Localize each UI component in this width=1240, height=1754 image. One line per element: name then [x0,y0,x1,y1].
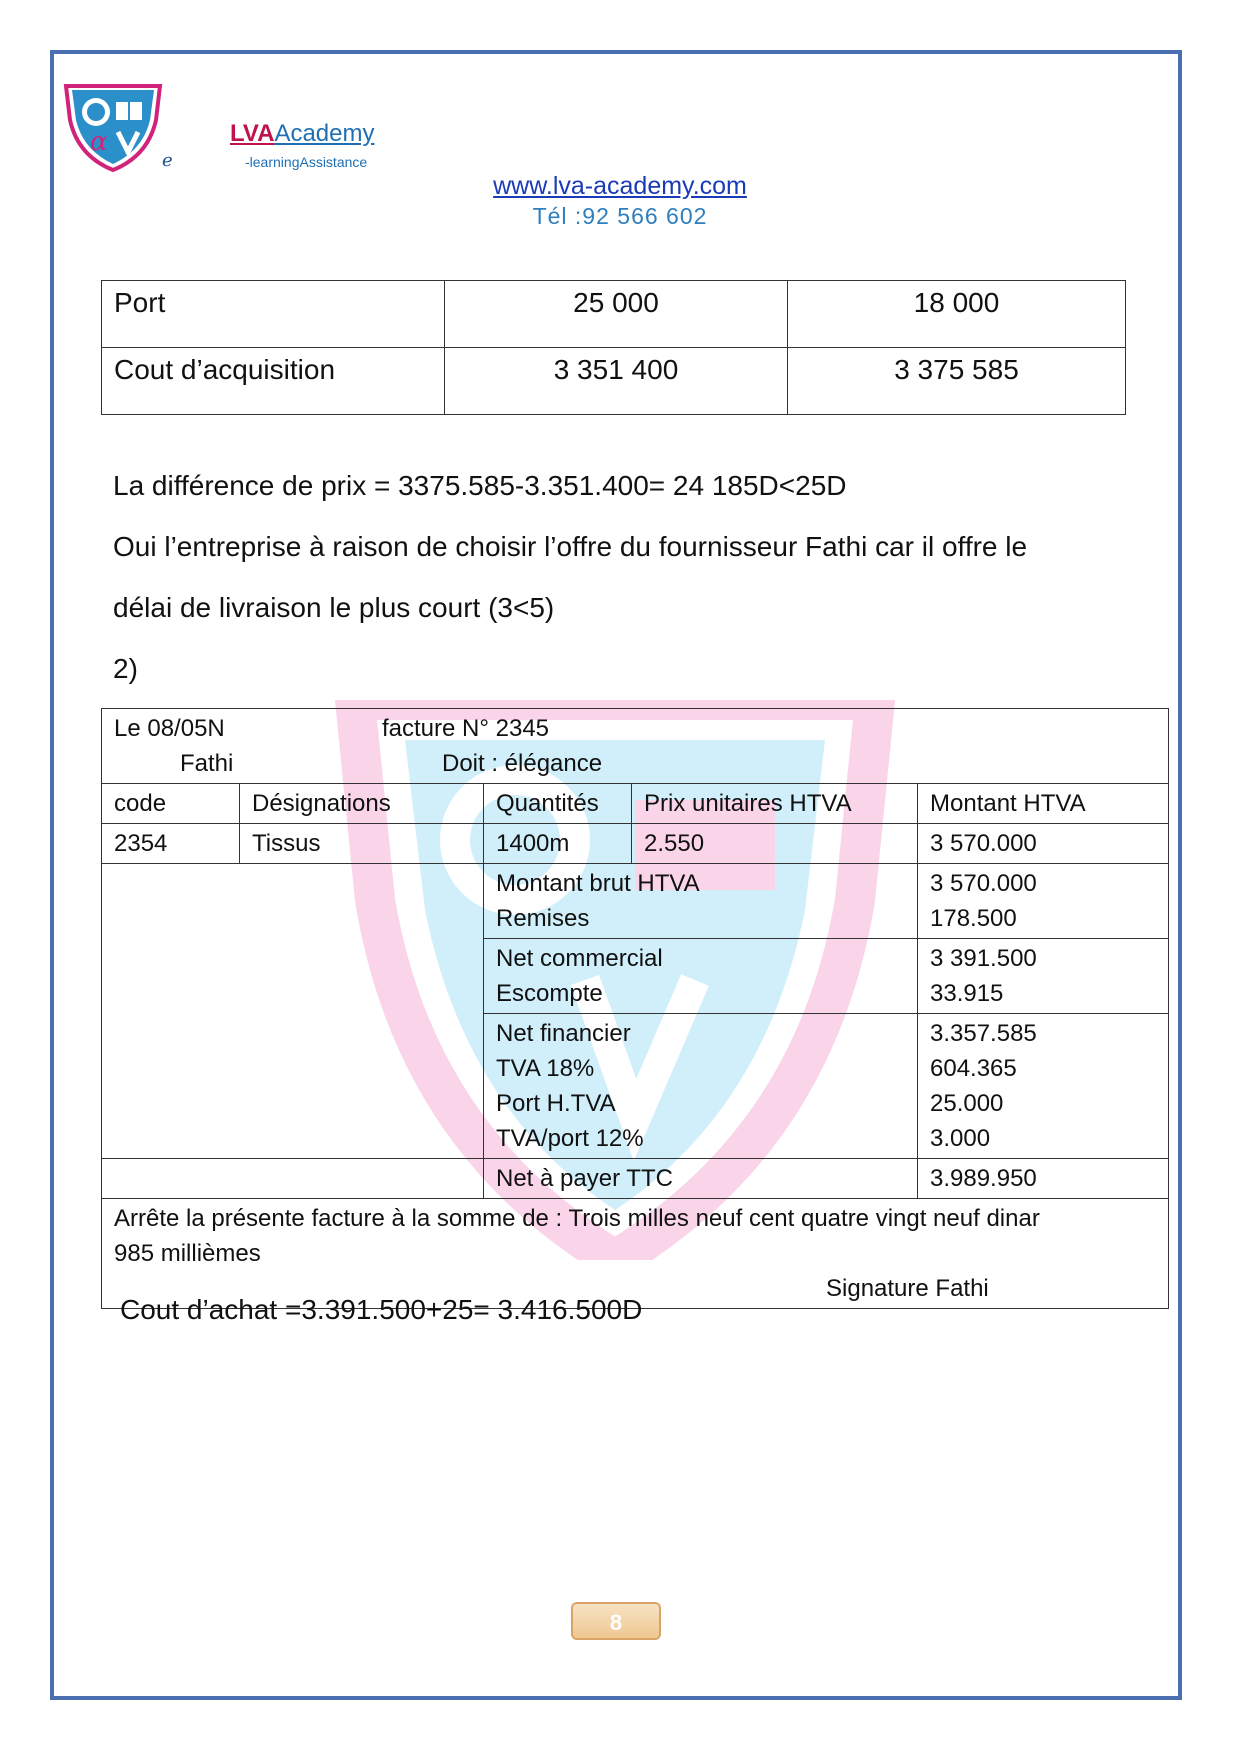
row-label: Port [102,281,445,348]
col-header-quantites: Quantités [484,784,632,824]
label-net-a-payer: Net à payer TTC [484,1159,918,1199]
table-row [102,348,1126,415]
empty-cell [102,864,484,1159]
invoice-header [102,709,1169,784]
label-port: Port H.TVA [496,1090,616,1117]
item-montant: 3 570.000 [918,824,1169,864]
table-row [102,1199,1169,1309]
label-tva-port: TVA/port 12% [496,1125,644,1152]
text-line: délai de livraison le plus court (3<5) [113,592,555,623]
invoice-supplier: Fathi [180,750,234,777]
col-header-designations: Désignations [240,784,484,824]
value-net-commercial: 3 391.500 [930,945,1037,972]
item-designation: Tissus [240,824,484,864]
value-port: 25.000 [930,1090,1004,1117]
col-header-montant: Montant HTVA [918,784,1169,824]
value-tva: 604.365 [930,1055,1017,1082]
empty-cell [102,1159,484,1199]
invoice-number: facture N° 2345 [382,715,550,742]
value-remises: 178.500 [930,905,1017,932]
signature: Signature Fathi [826,1275,989,1302]
label-remises: Remises [496,905,590,932]
table-row [102,1159,1169,1199]
totals-labels [484,864,918,939]
lva-shield-logo-icon [58,80,168,172]
website-link[interactable]: www.lva-academy.com [493,172,747,200]
cell-value: 3 375 585 [788,348,1126,415]
invoice-footer [102,1199,1169,1309]
text-line: Oui l’entreprise à raison de choisir l’offre du fournisseur Fathi car il offre le [113,531,1028,562]
cell-value: 25 000 [445,281,788,348]
label-montant-brut: Montant brut HTVA [496,870,700,897]
telephone: Tél :92 566 602 [532,203,708,229]
col-header-code: code [102,784,240,824]
question-number: 2) [113,653,138,684]
invoice-header-row [102,709,1169,784]
cout-achat-line: Cout d’achat =3.391.500+25= 3.416.500D [120,1294,643,1325]
cost-comparison-table [101,280,1126,415]
label-net-financier: Net financier [496,1020,631,1047]
svg-text:α: α [90,127,108,157]
totals-values [918,864,1169,939]
cell-value: 18 000 [788,281,1126,348]
row-label: Cout d’acquisition [102,348,445,415]
arrete-text-2: 985 millièmes [114,1240,261,1267]
label-escompte: Escompte [496,980,603,1007]
brand-name [230,120,374,148]
brand-lva: LVA [230,120,275,147]
item-quantite: 1400m [484,824,632,864]
invoice-client: Doit : élégance [442,750,603,777]
invoice-date: Le 08/05N [114,715,225,742]
brand-e-mark: e [162,150,173,171]
value-montant-brut: 3 570.000 [930,870,1037,897]
table-row [102,281,1126,348]
value-tva-port: 3.000 [930,1125,991,1152]
table-row [102,864,1169,939]
text-line: La différence de prix = 3375.585-3.351.400= 24 185D<25D [113,470,847,501]
invoice-table [101,708,1169,1309]
col-header-prix: Prix unitaires HTVA [632,784,918,824]
label-net-commercial: Net commercial [496,945,663,972]
brand-subtitle: -learningAssistance [245,154,368,170]
table-row [102,784,1169,824]
page-number-badge: 8 [571,1602,661,1640]
totals-labels [484,1014,918,1159]
label-tva: TVA 18% [496,1055,595,1082]
totals-values [918,1014,1169,1159]
value-escompte: 33.915 [930,980,1004,1007]
brand-academy: Academy [274,120,375,147]
table-row [102,824,1169,864]
totals-values [918,939,1169,1014]
item-prix: 2.550 [632,824,918,864]
value-net-financier: 3.357.585 [930,1020,1037,1047]
item-code: 2354 [102,824,240,864]
value-net-a-payer: 3.989.950 [918,1159,1169,1199]
totals-labels [484,939,918,1014]
cell-value: 3 351 400 [445,348,788,415]
arrete-text: Arrête la présente facture à la somme de : Trois milles neuf cent quatre vingt neuf dinar [114,1205,1040,1232]
